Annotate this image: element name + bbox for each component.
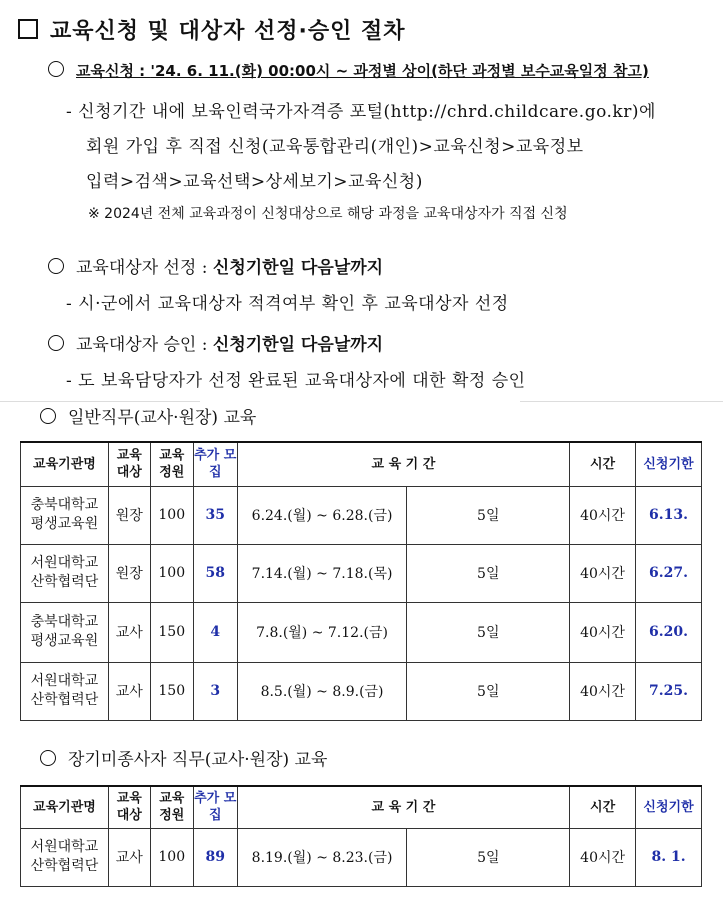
- circle-bullet-icon: [40, 750, 56, 766]
- hours-cell: 40시간: [570, 602, 636, 662]
- longterm-course-table: [20, 785, 702, 887]
- header-deadline: 신청기한: [635, 442, 701, 486]
- dates-cell: 8.19.(월) ~ 8.23.(금): [237, 828, 407, 886]
- capacity-cell: 100: [150, 486, 193, 544]
- circle-bullet-icon: [48, 335, 64, 351]
- apply-line-1: - 신청기간 내에 보육인력국가자격증 포털(http://chrd.childcare.go.kr)에: [66, 102, 656, 122]
- apply-line-2: 회원 가입 후 직접 신청(교육통합관리(개인)>교육신청>교육정보: [86, 137, 584, 157]
- approve-line-1: - 도 보육담당자가 선정 완료된 교육대상자에 대한 확정 승인: [66, 371, 526, 391]
- table-row: [21, 602, 702, 662]
- longterm-course-heading: 장기미종사자 직무(교사·원장) 교육: [40, 745, 327, 770]
- table-row: [21, 544, 702, 602]
- capacity-cell: 150: [150, 602, 193, 662]
- inst-cell: 서원대학교 산학협력단: [21, 662, 109, 720]
- days-cell: 5일: [407, 662, 570, 720]
- header-inst: 교육기관명: [21, 786, 109, 828]
- hours-cell: 40시간: [570, 486, 636, 544]
- header-period: 교 육 기 간: [237, 442, 569, 486]
- table-row: [21, 662, 702, 720]
- general-course-table: [20, 441, 702, 721]
- capacity-cell: 150: [150, 662, 193, 720]
- capacity-cell: 100: [150, 828, 193, 886]
- inst-cell: 서원대학교 산학협력단: [21, 828, 109, 886]
- inst-cell: 서원대학교 산학협력단: [21, 544, 109, 602]
- page-title: 교육신청 및 대상자 선정·승인 절차: [18, 14, 406, 45]
- extra-cell: 89: [193, 828, 237, 886]
- extra-cell: 4: [193, 602, 237, 662]
- hours-cell: 40시간: [570, 544, 636, 602]
- deadline-cell: 6.20.: [635, 602, 701, 662]
- divider: [0, 401, 200, 402]
- days-cell: 5일: [407, 486, 570, 544]
- capacity-cell: 100: [150, 544, 193, 602]
- apply-note: ※ 2024년 전체 교육과정이 신청대상으로 해당 과정을 교육대상자가 직접 신청: [88, 206, 568, 222]
- days-cell: 5일: [407, 544, 570, 602]
- inst-cell: 충북대학교 평생교육원: [21, 602, 109, 662]
- header-extra: 추가 모집: [193, 442, 237, 486]
- dates-cell: 8.5.(월) ~ 8.9.(금): [237, 662, 407, 720]
- checkbox-square-icon: [18, 19, 38, 39]
- circle-bullet-icon: [48, 258, 64, 274]
- days-cell: 5일: [407, 602, 570, 662]
- deadline-cell: 8. 1.: [636, 828, 702, 886]
- header-hours: 시간: [570, 442, 636, 486]
- approve-section-heading: 교육대상자 승인 : 신청기한일 다음날까지: [48, 330, 383, 355]
- deadline-cell: 7.25.: [635, 662, 701, 720]
- header-deadline: 신청기한: [636, 786, 702, 828]
- deadline-cell: 6.13.: [635, 486, 701, 544]
- extra-cell: 3: [193, 662, 237, 720]
- general-course-heading: 일반직무(교사·원장) 교육: [40, 403, 256, 428]
- divider: [520, 401, 723, 402]
- target-cell: 원장: [108, 544, 150, 602]
- header-target: 교육 대상: [108, 786, 150, 828]
- header-hours: 시간: [570, 786, 636, 828]
- header-target: 교육 대상: [108, 442, 150, 486]
- table-row: [21, 486, 702, 544]
- table-row: [21, 828, 702, 886]
- target-cell: 교사: [108, 662, 150, 720]
- select-section-heading: 교육대상자 선정 : 신청기한일 다음날까지: [48, 253, 383, 278]
- extra-cell: 35: [193, 486, 237, 544]
- hours-cell: 40시간: [570, 662, 636, 720]
- select-line-1: - 시·군에서 교육대상자 적격여부 확인 후 교육대상자 선정: [66, 294, 509, 314]
- target-cell: 교사: [108, 828, 150, 886]
- circle-bullet-icon: [40, 408, 56, 424]
- inst-cell: 충북대학교 평생교육원: [21, 486, 109, 544]
- table-header-row: [21, 442, 702, 486]
- header-extra: 추가 모집: [193, 786, 237, 828]
- header-capacity: 교육 정원: [150, 442, 193, 486]
- dates-cell: 7.14.(월) ~ 7.18.(목): [237, 544, 407, 602]
- extra-cell: 58: [193, 544, 237, 602]
- circle-bullet-icon: [48, 61, 64, 77]
- apply-line-3: 입력>검색>교육선택>상세보기>교육신청): [86, 172, 423, 192]
- header-period: 교 육 기 간: [237, 786, 569, 828]
- hours-cell: 40시간: [570, 828, 636, 886]
- target-cell: 교사: [108, 602, 150, 662]
- dates-cell: 6.24.(월) ~ 6.28.(금): [237, 486, 407, 544]
- days-cell: 5일: [407, 828, 570, 886]
- header-inst: 교육기관명: [21, 442, 109, 486]
- apply-section-heading: 교육신청 : '24. 6. 11.(화) 00:00시 ~ 과정별 상이(하단 과정별 보수교육일정 참고): [48, 60, 649, 81]
- target-cell: 원장: [108, 486, 150, 544]
- dates-cell: 7.8.(월) ~ 7.12.(금): [237, 602, 407, 662]
- table-header-row: [21, 786, 702, 828]
- header-capacity: 교육 정원: [150, 786, 193, 828]
- deadline-cell: 6.27.: [635, 544, 701, 602]
